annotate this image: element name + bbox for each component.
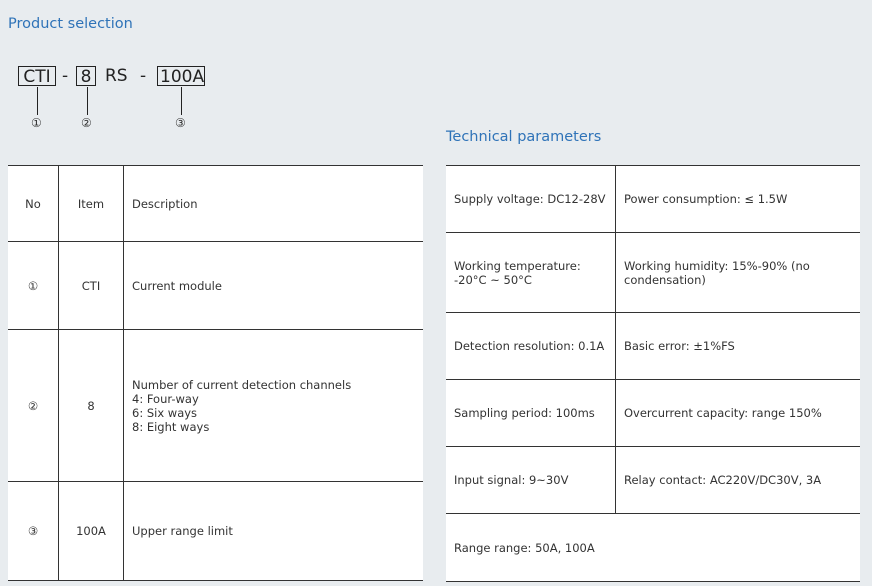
- model-code-separator: -: [140, 66, 147, 86]
- table-row: [446, 166, 860, 233]
- table-header-row: [8, 166, 423, 242]
- row-description: [124, 330, 424, 482]
- header-description: Description: [124, 166, 424, 242]
- row-no: ①: [8, 242, 59, 330]
- param-cell: Relay contact: AC220V/DC30V, 3A: [616, 447, 861, 514]
- table-row: [8, 482, 423, 581]
- param-cell: Detection resolution: 0.1A: [446, 313, 616, 380]
- row-no: ③: [8, 482, 59, 581]
- description-line: 8: Eight ways: [132, 419, 210, 434]
- row-description: [124, 242, 424, 330]
- table-row: [446, 233, 860, 313]
- row-no: ②: [8, 330, 59, 482]
- param-cell: Working humidity: 15%-90% (no condensation): [616, 233, 861, 313]
- table-row: [446, 447, 860, 514]
- marker-3: ③: [175, 116, 186, 130]
- description-line: Upper range limit: [132, 524, 233, 538]
- marker-2: ②: [81, 116, 92, 130]
- param-cell: Overcurrent capacity: range 150%: [616, 380, 861, 447]
- description-line: 4: Four-way: [132, 391, 199, 406]
- param-cell: Input signal: 9~30V: [446, 447, 616, 514]
- param-cell: Basic error: ±1%FS: [616, 313, 861, 380]
- leader-line: [181, 87, 182, 115]
- row-item: 8: [59, 330, 124, 482]
- product-selection-title: Product selection: [8, 16, 133, 32]
- description-line: Current module: [132, 278, 222, 293]
- header-no: No: [8, 166, 59, 242]
- selection-table: [8, 165, 423, 581]
- leader-line: [37, 87, 38, 115]
- description-line: Number of current detection channels: [132, 377, 352, 392]
- row-description: [124, 482, 424, 581]
- table-row: [8, 242, 423, 330]
- table-row: [446, 514, 860, 582]
- description-line: 6: Six ways: [132, 405, 198, 420]
- technical-parameters-table: [446, 165, 860, 582]
- param-cell: Range range: 50A, 100A: [446, 514, 860, 582]
- param-cell: Power consumption: ≤ 1.5W: [616, 166, 861, 233]
- technical-parameters-title: Technical parameters: [446, 129, 602, 145]
- param-cell: Supply voltage: DC12-28V: [446, 166, 616, 233]
- model-code-suffix: RS: [105, 66, 128, 86]
- param-cell: Sampling period: 100ms: [446, 380, 616, 447]
- model-code-part1: CTI: [18, 66, 56, 86]
- table-row: [446, 380, 860, 447]
- model-code-part2: 8: [76, 66, 96, 86]
- table-row: [446, 313, 860, 380]
- row-item: CTI: [59, 242, 124, 330]
- table-row: [8, 330, 423, 482]
- param-cell: Working temperature: -20°C ~ 50°C: [446, 233, 616, 313]
- leader-line: [87, 87, 88, 115]
- model-code-part3: 100A: [157, 66, 205, 86]
- model-code-separator: -: [62, 66, 69, 86]
- marker-1: ①: [31, 116, 42, 130]
- header-item: Item: [59, 166, 124, 242]
- row-item: 100A: [59, 482, 124, 581]
